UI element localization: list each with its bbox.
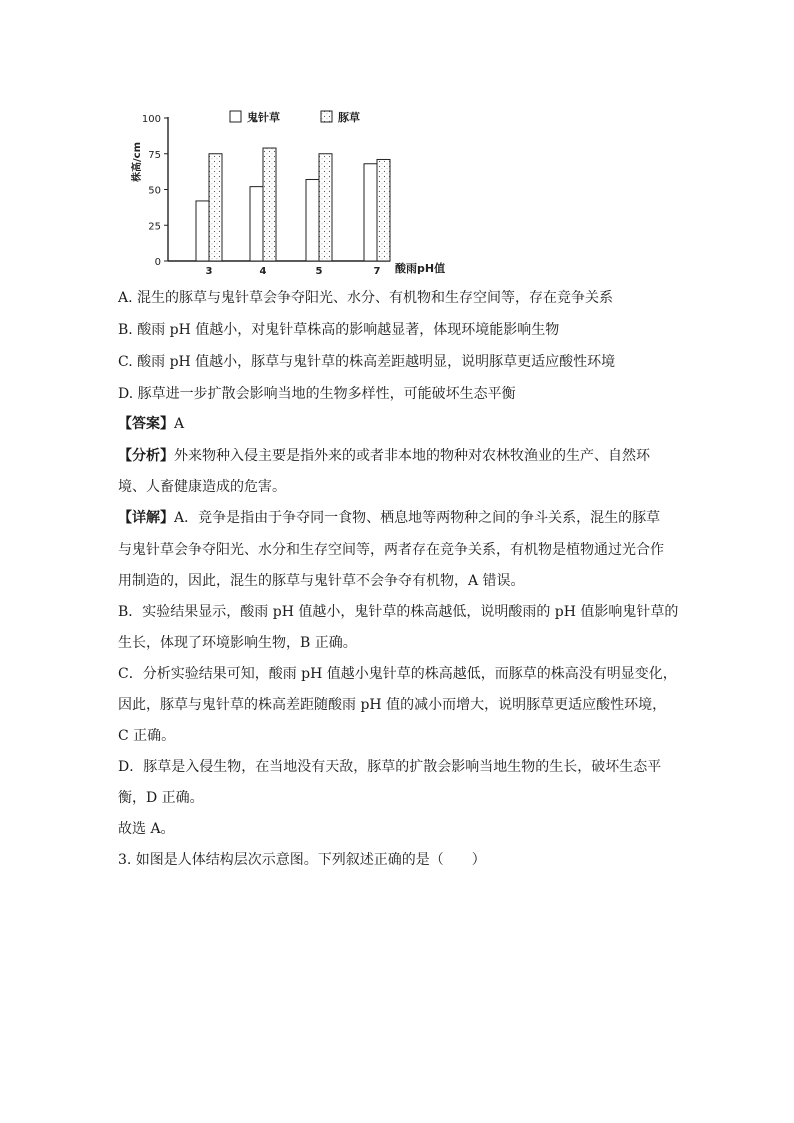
detail-line-9: D．豚草是入侵生物，在当地没有天敌，豚草的扩散会影响当地生物的生长，破坏生态平 — [118, 759, 662, 775]
analysis-line-1 — [118, 446, 650, 466]
answer-value: A — [174, 416, 185, 432]
option-a: A. 混生的豚草与鬼针草会争夺阳光、水分、有机物和生存空间等，存在竞争关系 — [118, 290, 614, 306]
analysis-label: 【分析】 — [118, 448, 174, 464]
bar-tuncao-ph-7 — [377, 159, 390, 261]
question-3: 3. 如图是人体结构层次示意图。下列叙述正确的是（ ） — [118, 852, 486, 868]
bar-tuncao-ph-3 — [209, 154, 222, 261]
option-c: C. 酸雨 pH 值越小，豚草与鬼针草的株高差距越明显，说明豚草更适应酸性环境 — [118, 354, 616, 370]
option-d: D. 豚草进一步扩散会影响当地的生物多样性，可能破坏生态平衡 — [118, 386, 516, 402]
detail-label: 【详解】 — [118, 510, 174, 526]
y-tick-label: 75 — [148, 149, 161, 161]
detail-line-11: 故选 A。 — [118, 821, 175, 837]
detail-line-10: 衡，D 正确。 — [118, 790, 204, 806]
option-b: B. 酸雨 pH 值越小，对鬼针草株高的影响越显著，体现环境能影响生物 — [118, 322, 560, 338]
bar-guizhencao-ph-5 — [306, 179, 319, 261]
analysis-text-1: 外来物种入侵主要是指外来的或者非本地的物种对农林牧渔业的生产、自然环 — [174, 448, 650, 464]
detail-line-4: B．实验结果显示，酸雨 pH 值越小，鬼针草的株高越低，说明酸雨的 pH 值影响鬼针草的 — [118, 604, 679, 620]
legend-swatch-guizhencao — [230, 111, 241, 122]
bar-tuncao-ph-5 — [319, 154, 332, 261]
answer-line — [118, 414, 184, 434]
bar-guizhencao-ph-4 — [250, 187, 263, 261]
bar-guizhencao-ph-7 — [364, 164, 377, 261]
detail-line-2: 与鬼针草会争夺阳光、水分和生存空间等，两者存在竞争关系，有机物是植物通过光合作 — [118, 542, 664, 558]
bar-chart — [118, 100, 458, 280]
y-axis-label: 株高/cm — [132, 142, 143, 182]
detail-text-1: A．竞争是指由于争夺同一食物、栖息地等两物种之间的争斗关系，混生的豚草 — [174, 510, 661, 526]
y-tick-label: 25 — [148, 221, 161, 233]
detail-line-3: 用制造的，因此，混生的豚草与鬼针草不会争夺有机物，A 错误。 — [118, 573, 525, 589]
y-tick-label: 0 — [154, 257, 161, 268]
legend-label-tuncao: 豚草 — [338, 111, 360, 124]
x-tick-label: 3 — [205, 266, 213, 277]
x-axis-label: 酸雨pH值 — [395, 262, 446, 275]
x-tick-label: 4 — [259, 266, 267, 277]
answer-label: 【答案】 — [118, 416, 174, 432]
detail-line-7: 因此，豚草与鬼针草的株高差距随酸雨 pH 值的减小而增大，说明豚草更适应酸性环境， — [118, 697, 667, 713]
x-tick-label: 7 — [373, 266, 381, 277]
legend-label-guizhencao: 鬼针草 — [247, 111, 280, 124]
y-tick-label: 100 — [141, 114, 161, 125]
detail-line-1 — [118, 508, 660, 528]
legend — [230, 110, 360, 124]
x-tick-label: 5 — [315, 266, 323, 277]
legend-swatch-tuncao — [321, 111, 332, 122]
detail-line-5: 生长，体现了环境影响生物，B 正确。 — [118, 635, 357, 651]
detail-line-8: C 正确。 — [118, 728, 176, 744]
bar-tuncao-ph-4 — [263, 148, 276, 261]
y-tick-label: 50 — [148, 185, 161, 197]
detail-line-6: C．分析实验结果可知，酸雨 pH 值越小鬼针草的株高越低，而豚草的株高没有明显变化， — [118, 666, 677, 682]
bar-guizhencao-ph-3 — [196, 201, 209, 261]
analysis-line-2: 境、人畜健康造成的危害。 — [118, 479, 286, 495]
